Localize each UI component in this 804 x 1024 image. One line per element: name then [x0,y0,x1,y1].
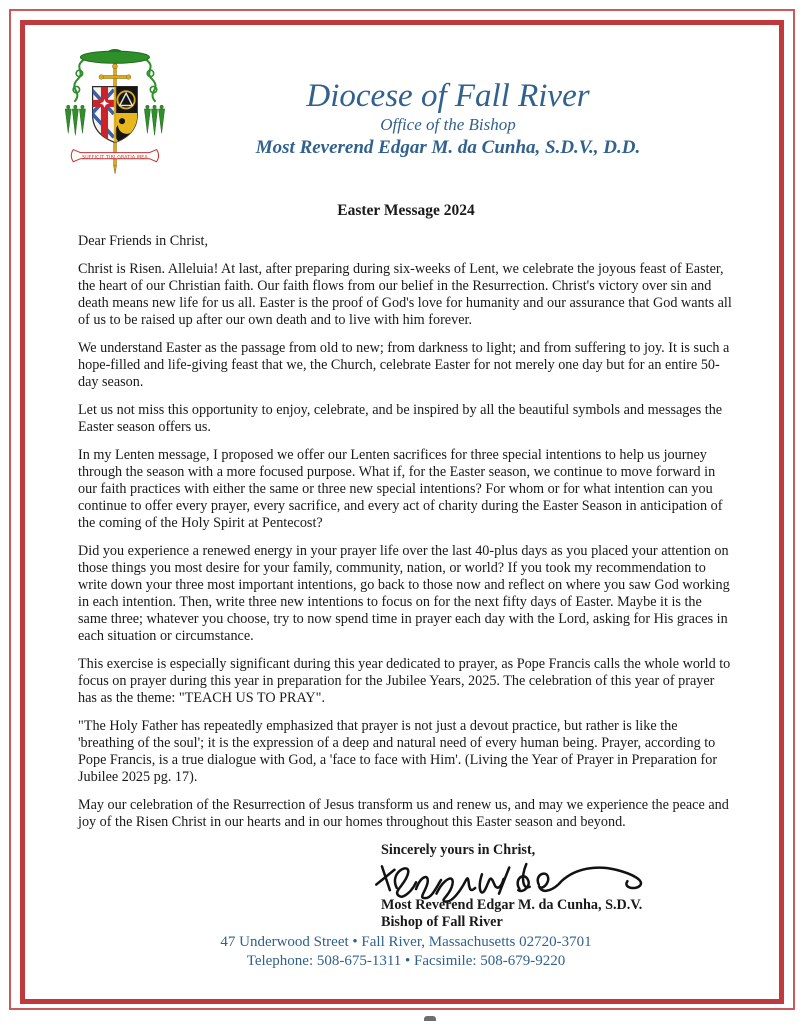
paragraph-1: Christ is Risen. Alleluia! At last, after preparing during six-weeks of Lent, we celebrate the joyous feast of Easter, the heart of our Christian faith. Our faith flows from our belief in the Resurrection. Christ's victory over sin and death means new life for us all. Easter is the proof of God's love for humanity and our assurance that God wants all of us to be raised up after our own death and to live with him forever. [78,261,732,328]
footer-contact: Telephone: 508-675-1311 • Facsimile: 508-679-9220 [246,952,566,969]
paragraph-4: In my Lenten message, I proposed we offer our Lenten sacrifices for three special intentions to help us journey through the season with a more focused purpose. What if, for the Easter season, we continue to move forward in our faith practices with either the same or three new special intentions? For whom or for what intention can you continue to offer every prayer, every sacrifice, and every act of charity during the Easter Season in anticipation of the coming of the Holy Spirit at Pentecost? [78,447,723,531]
letter-body [78,261,734,831]
signature-block [381,842,734,930]
crest-motto: SUFFICIT TIBI GRATIA MEA [82,155,148,161]
signatory-title: Bishop of Fall River [381,913,503,930]
footer-address: 47 Underwood Street • Fall River, Massachusetts 02720-3701 [220,934,592,950]
letterhead [78,46,734,188]
paragraph-8: May our celebration of the Resurrection of Jesus transform us and renew us, and may we experience the peace and joy of the Risen Christ in our hearts and in our homes throughout this Easter season and beyond. [78,797,729,830]
galero-tassels-right [144,105,164,135]
letter-content [20,20,784,1004]
paragraph-2: We understand Easter as the passage from old to new; from darkness to light; and from suffering to joy. It is such a hope-filled and life-giving feast that we, the Church, celebrate Easter for not merely one day but for an entire 50-day season. [78,340,730,390]
bishop-name: Most Reverend Edgar M. da Cunha, S.D.V., D.D. [255,137,641,158]
organization-name: Diocese of Fall River [306,78,590,114]
closing-line: Sincerely yours in Christ, [381,842,536,858]
diocese-crest-icon [64,44,176,178]
galero-tassels-left [65,105,85,135]
paragraph-6: This exercise is especially significant during this year dedicated to prayer, as Pope Francis calls the whole world to focus on prayer during this year in preparation for the Jubilee Years, 2025. The celebration of this year of prayer has as the theme: "TEACH US TO PRAY". [78,656,731,706]
page-number-cutoff [424,1016,436,1021]
paragraph-5: Did you experience a renewed energy in your prayer life over the last 40-plus days as you placed your attention on those things you most desire for your family, community, nation, or world? If you took my recommendation to write down your three most important intentions, go back to those now and reflect on where you saw God working in each intention. Then, write three new intentions to focus on for the next fifty days of Easter. Maybe it is the same three; whatever you choose, try to now spend time in prayer each day with the Lord, asking for His graces in each situation or circumstance. [78,543,730,644]
signatory-name: Most Reverend Edgar M. da Cunha, S.D.V. [381,897,643,913]
paragraph-3: Let us not miss this opportunity to enjoy, celebrate, and be inspired by all the beautiful symbols and messages the Easter season offers us. [78,402,723,435]
letter-title: Easter Message 2024 [337,202,475,219]
letterhead-text [162,46,734,159]
letter-footer [78,933,734,970]
galero-hat-icon [80,50,149,64]
galero-cords-left [73,59,84,102]
galero-cords-right [145,59,156,102]
shield-icon [92,87,139,145]
office-name: Office of the Bishop [380,115,516,134]
paragraph-7: "The Holy Father has repeatedly emphasized that prayer is not just a devout practice, but rather is like the 'breathing of the soul'; it is the expression of a deep and natural need of every human being. Prayer, according to Pope Francis, is a true dialogue with God, a 'face to face with Him'. (Living the Year of Prayer in Preparation for Jubilee 2025 pg. 17). [78,718,718,785]
salutation: Dear Friends in Christ, [78,233,209,249]
